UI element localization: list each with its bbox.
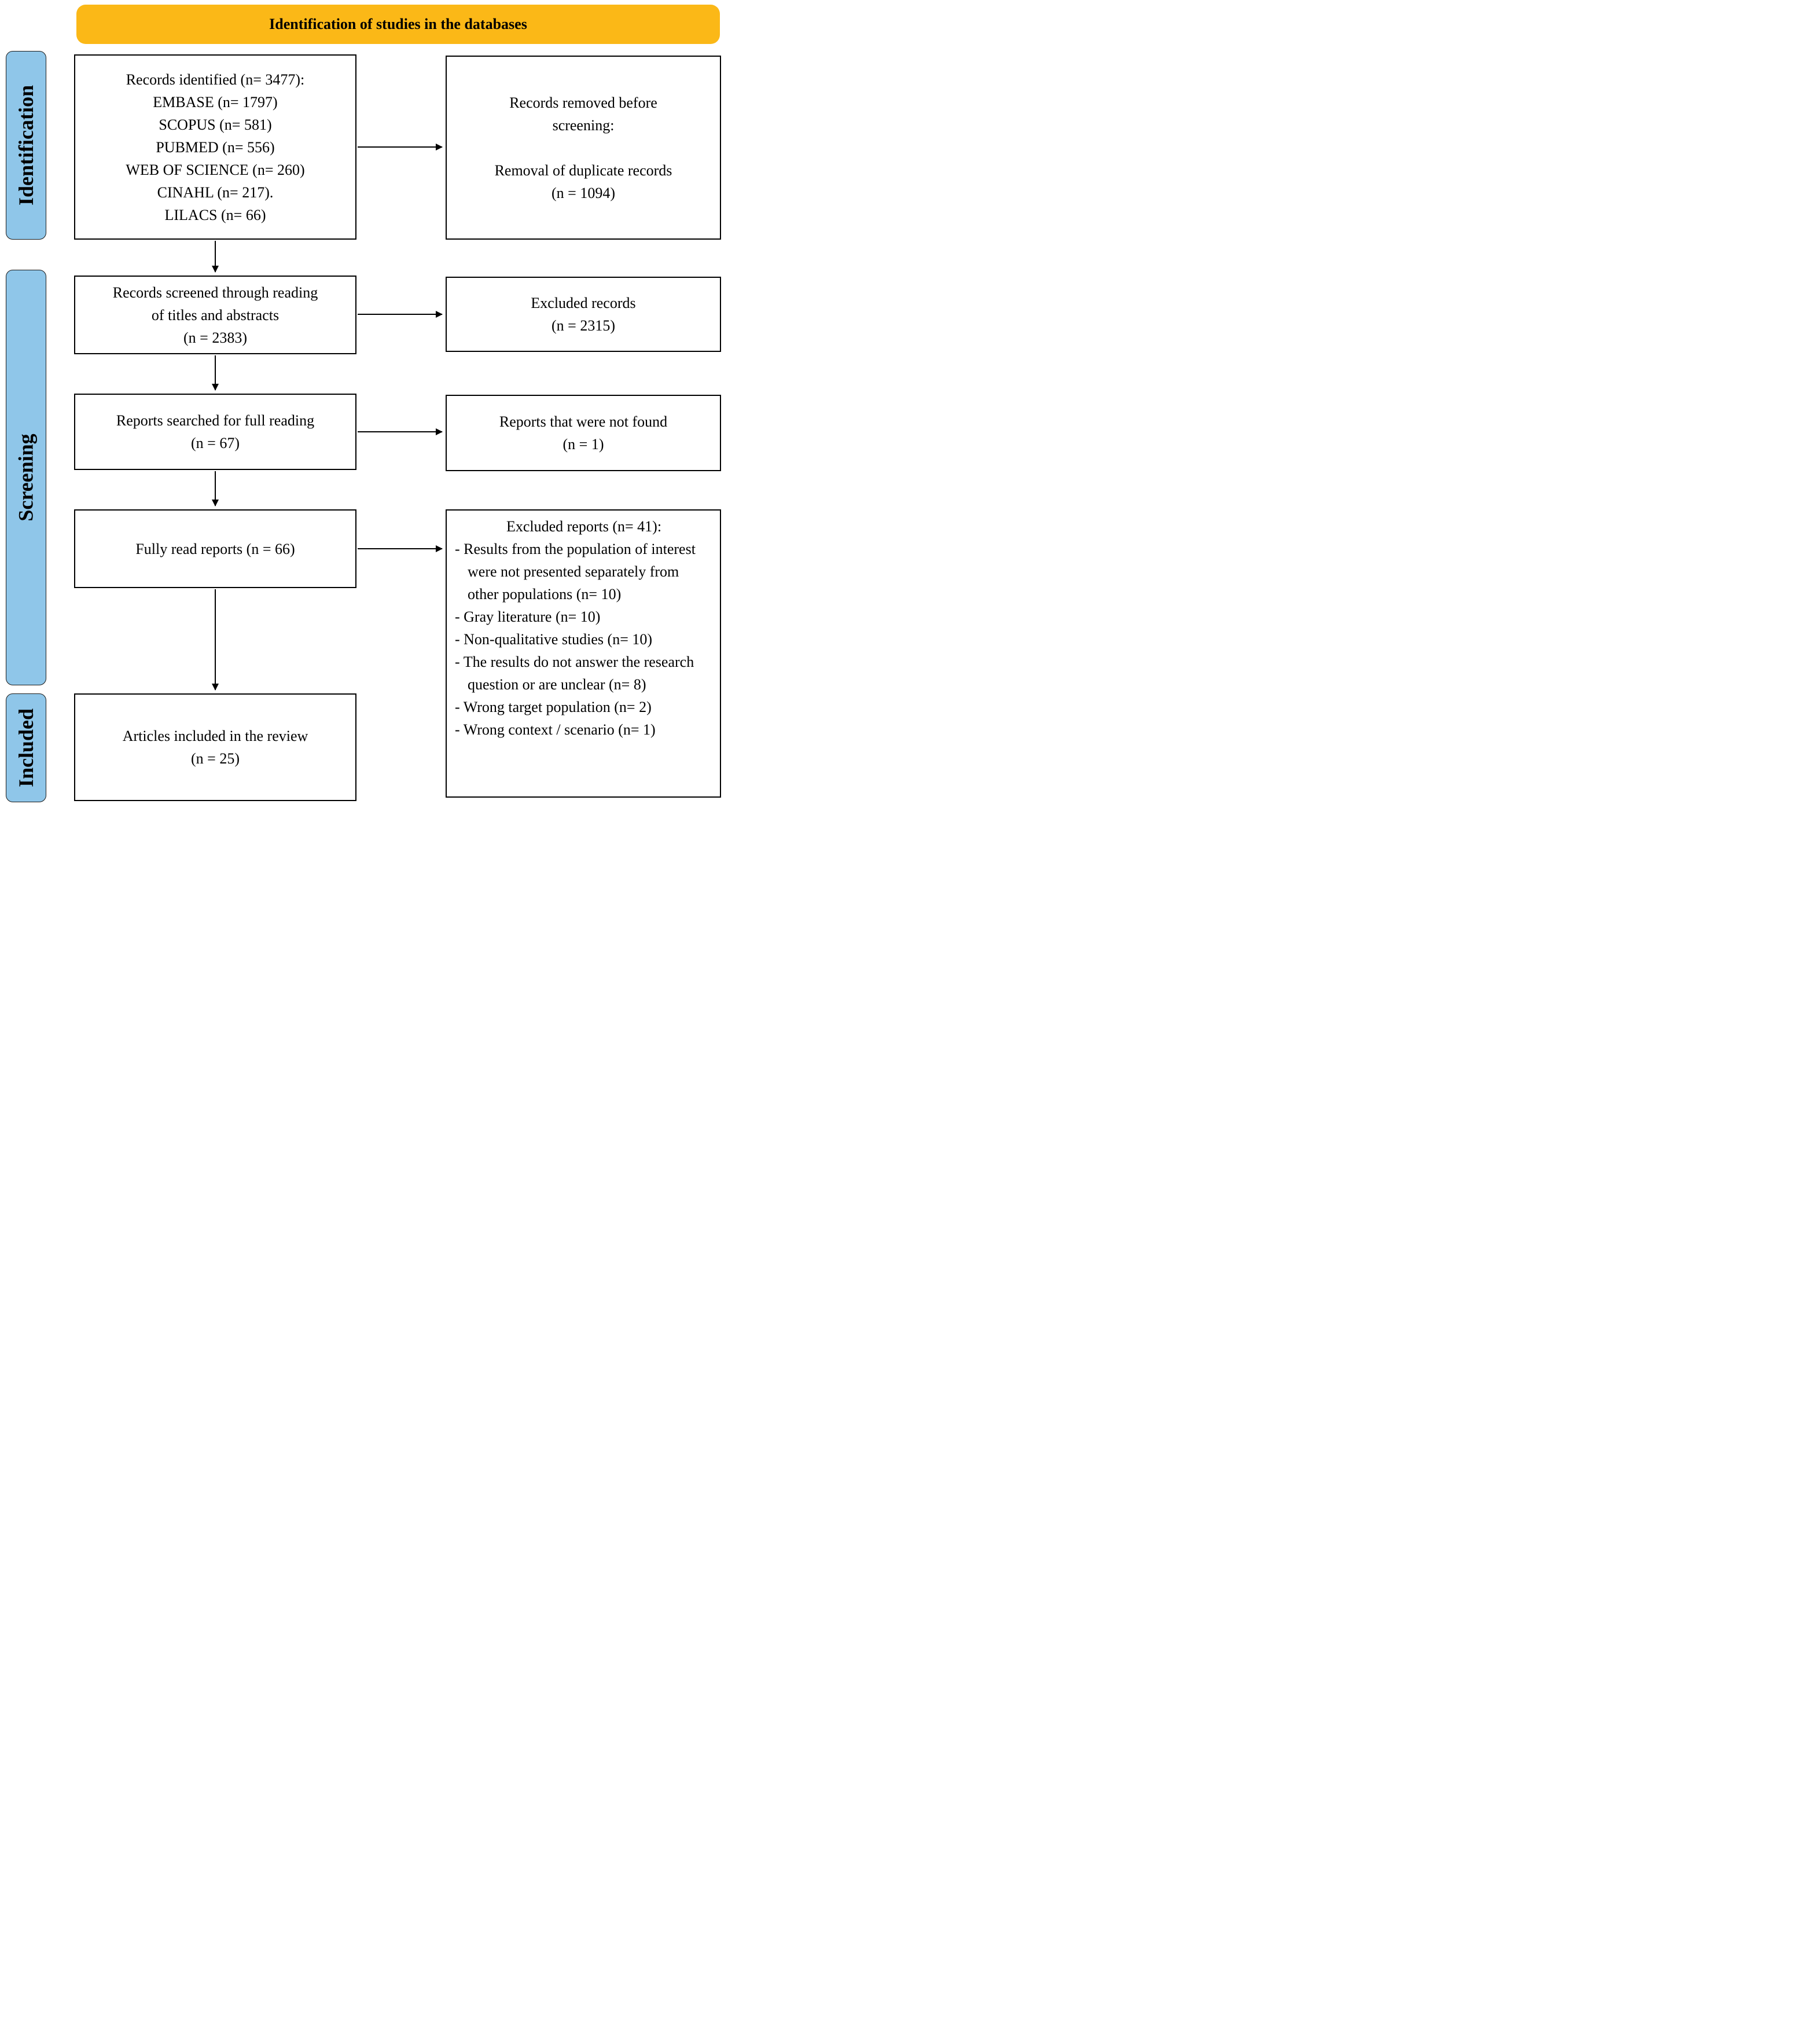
box-articles-included-in-review: Articles included in the review (n = 25) <box>74 693 356 801</box>
excluded-reports-items: - Results from the population of interest were not presented separately from other populations (n= 10) - Gray literature (n= 10) - Non-qualitative studies (n= 10) - The results do not answer the research question or are unclear (n= 8) - Wrong target population (n= 2) - Wrong context / scenario (n= 1) <box>455 541 696 738</box>
stage-label-screening <box>6 270 46 685</box>
stage-included-text: Included <box>14 708 38 788</box>
box-reports-not-found: Reports that were not found (n = 1) <box>446 395 721 471</box>
box-records-screened: Records screened through reading of titles and abstracts (n = 2383) <box>74 276 356 354</box>
box-fully-read-reports: Fully read reports (n = 66) <box>74 509 356 588</box>
stage-label-identification <box>6 51 46 240</box>
box-records-identified: Records identified (n= 3477): EMBASE (n= 1797) SCOPUS (n= 581) PUBMED (n= 556) WEB OF SCIENCE (n= 260) CINAHL (n= 217). LILACS (n= 66) <box>74 54 356 240</box>
prisma-flow-diagram <box>0 0 728 809</box>
excluded-reports-title: Excluded reports (n= 41): <box>506 518 662 535</box>
banner-label: Identification of studies in the databases <box>269 16 527 32</box>
box-reports-searched-full-reading: Reports searched for full reading (n = 67) <box>74 394 356 470</box>
stage-screening-text: Screening <box>14 434 38 522</box>
box-excluded-reports <box>446 509 721 798</box>
stage-label-included <box>6 693 46 802</box>
banner-identification-of-studies <box>76 5 720 44</box>
box-records-removed-before-screening: Records removed before screening: Removal of duplicate records (n = 1094) <box>446 56 721 240</box>
box-excluded-records: Excluded records (n = 2315) <box>446 277 721 352</box>
stage-identification-text: Identification <box>14 85 38 206</box>
